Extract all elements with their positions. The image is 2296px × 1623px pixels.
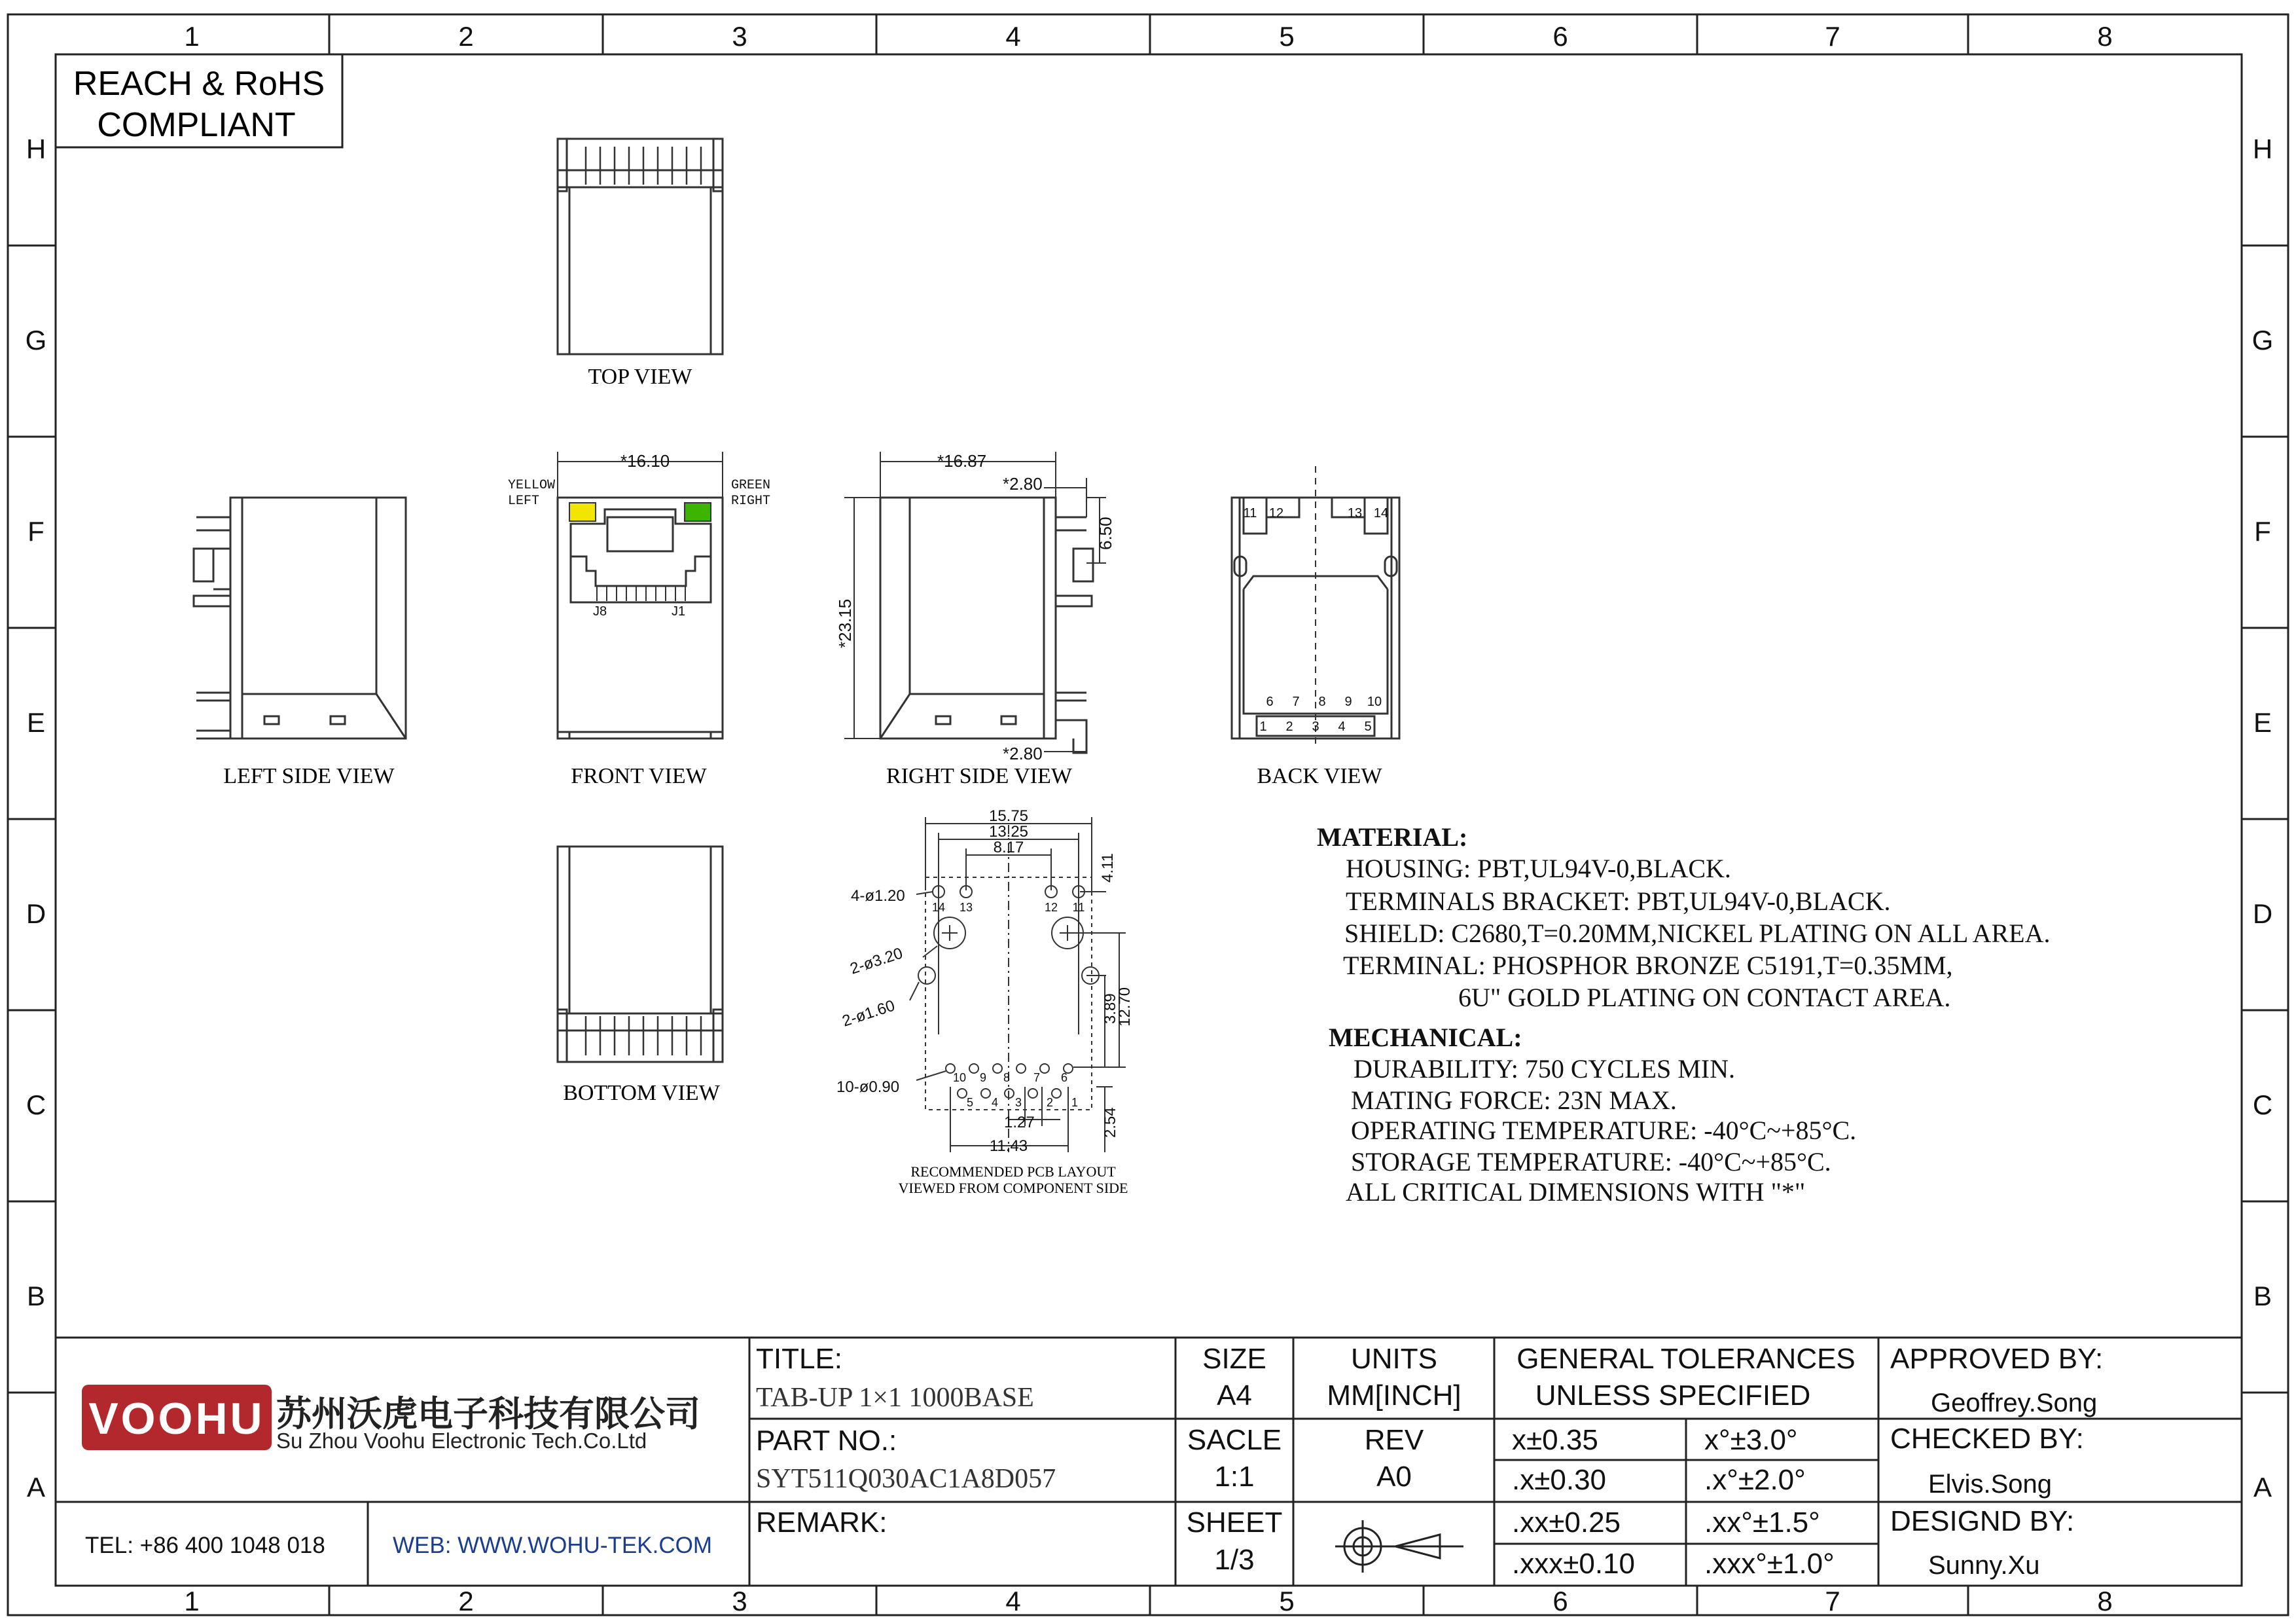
front-view-label: FRONT VIEW xyxy=(571,764,707,788)
pcb-dim-13-25: 13.25 xyxy=(988,823,1029,841)
pcb-pin-8: 8 xyxy=(1003,1071,1011,1084)
size-label: SIZE xyxy=(1202,1343,1266,1375)
back-pin-8: 8 xyxy=(1318,695,1326,709)
back-pin-5: 5 xyxy=(1364,720,1372,734)
col-label-5: 5 xyxy=(1279,21,1295,52)
pcb-dim-11-43: 11.43 xyxy=(989,1137,1028,1155)
col-label-4-bottom: 4 xyxy=(1005,1586,1021,1616)
compliance-box xyxy=(56,54,342,147)
pcb-pin-13: 13 xyxy=(959,901,973,914)
col-label-5-bottom: 5 xyxy=(1279,1586,1295,1616)
row-label-g-right: G xyxy=(2251,325,2274,356)
rev-value: A0 xyxy=(1376,1461,1412,1493)
pcb-pin-3: 3 xyxy=(1014,1096,1022,1109)
col-label-3-bottom: 3 xyxy=(732,1586,747,1616)
first-angle-projection-icon xyxy=(1335,1520,1463,1573)
back-pin-4: 4 xyxy=(1338,720,1346,734)
back-pin-1: 1 xyxy=(1259,720,1267,734)
rev-label: REV xyxy=(1364,1424,1424,1456)
pcb-pin-1: 1 xyxy=(1071,1096,1079,1109)
top-view-drawing xyxy=(558,139,723,354)
row-label-f: F xyxy=(27,516,45,547)
pcb-dim-3-89: 3.89 xyxy=(1102,993,1119,1024)
led-left-position-label: LEFT xyxy=(508,494,540,509)
top-view-label: TOP VIEW xyxy=(588,365,692,389)
back-pin-13: 13 xyxy=(1347,506,1363,520)
pcb-dim-4-11: 4.11 xyxy=(1099,853,1117,883)
tolerance-heading-2: UNLESS SPECIFIED xyxy=(1535,1379,1811,1412)
row-label-c: C xyxy=(26,1089,46,1120)
row-label-d: D xyxy=(26,898,46,929)
col-label-1-bottom: 1 xyxy=(184,1586,200,1616)
pin-j8-label: J8 xyxy=(593,604,607,619)
checked-by-value: Elvis.Song xyxy=(1928,1470,2052,1499)
units-value: MM[INCH] xyxy=(1327,1379,1462,1412)
back-pin-7: 7 xyxy=(1292,695,1300,709)
mechanical-line-3: OPERATING TEMPERATURE: -40°C~+85°C. xyxy=(1351,1116,1857,1145)
company-logo-text: VOOHU xyxy=(88,1394,265,1444)
row-label-b-right: B xyxy=(2253,1281,2272,1311)
mechanical-line-1: DURABILITY: 750 CYCLES MIN. xyxy=(1354,1054,1735,1084)
col-label-2-bottom: 2 xyxy=(458,1586,474,1616)
row-label-h-right: H xyxy=(2252,134,2273,164)
part-number-value: SYT511Q030AC1A8D057 xyxy=(756,1464,1056,1494)
bottom-view-label: BOTTOM VIEW xyxy=(563,1081,720,1105)
material-line-1: HOUSING: PBT,UL94V-0,BLACK. xyxy=(1346,854,1731,883)
pcb-pin-5: 5 xyxy=(966,1096,974,1109)
col-label-2: 2 xyxy=(458,21,474,52)
company-tel: TEL: +86 400 1048 018 xyxy=(85,1533,325,1558)
company-name-cn: 苏州沃虎电子科技有限公司 xyxy=(276,1393,700,1434)
front-view-drawing xyxy=(558,452,723,739)
title-value: TAB-UP 1×1 1000BASE xyxy=(756,1383,1034,1413)
col-label-7: 7 xyxy=(1825,21,1840,52)
left-side-view-label: LEFT SIDE VIEW xyxy=(223,764,395,788)
back-pin-6: 6 xyxy=(1266,695,1274,709)
column-ticks xyxy=(8,14,2288,1615)
pcb-hole-3-20: 2-ø3.20 xyxy=(848,944,905,978)
pcb-caption-1: RECOMMENDED PCB LAYOUT xyxy=(910,1163,1116,1180)
designed-by-label: DESIGND BY: xyxy=(1890,1505,2075,1537)
tolerance-row-1-linear: x±0.35 xyxy=(1512,1424,1598,1456)
tolerance-row-2-angular: .x°±2.0° xyxy=(1704,1464,1806,1496)
row-label-c-right: C xyxy=(2252,1089,2273,1120)
col-label-1: 1 xyxy=(184,21,200,52)
tolerance-heading-1: GENERAL TOLERANCES xyxy=(1516,1343,1856,1375)
pcb-dim-15-75: 15.75 xyxy=(988,807,1029,825)
col-label-3: 3 xyxy=(732,21,747,52)
mechanical-heading: MECHANICAL: xyxy=(1329,1023,1522,1052)
right-bottom-dim: *2.80 xyxy=(1003,744,1043,763)
pcb-pin-10: 10 xyxy=(952,1071,967,1084)
back-pin-9: 9 xyxy=(1344,695,1352,709)
led-green xyxy=(685,503,711,521)
pcb-hole-0-90: 10-ø0.90 xyxy=(836,1078,900,1096)
tolerance-row-3-angular: .xx°±1.5° xyxy=(1704,1506,1820,1539)
material-line-3: SHIELD: C2680,T=0.20MM,NICKEL PLATING ON ALL AREA. xyxy=(1344,919,2051,948)
col-label-8: 8 xyxy=(2097,21,2113,52)
company-name-en: Su Zhou Voohu Electronic Tech.Co.Ltd xyxy=(276,1429,647,1453)
row-label-d-right: D xyxy=(2252,898,2273,929)
checked-by-label: CHECKED BY: xyxy=(1890,1423,2084,1455)
row-label-f-right: F xyxy=(2254,516,2271,547)
right-side-view-drawing xyxy=(844,452,1106,753)
back-pin-12: 12 xyxy=(1268,506,1284,520)
pcb-pin-4: 4 xyxy=(991,1096,999,1109)
right-tab-dim: 6.50 xyxy=(1096,517,1115,550)
led-yellow xyxy=(569,503,596,521)
row-label-g: G xyxy=(25,325,47,356)
pcb-pin-7: 7 xyxy=(1033,1071,1041,1084)
outer-border xyxy=(8,14,2288,1615)
pcb-pin-11: 11 xyxy=(1072,901,1085,914)
mechanical-line-4: STORAGE TEMPERATURE: -40°C~+85°C. xyxy=(1351,1147,1831,1176)
part-number-label: PART NO.: xyxy=(756,1425,897,1457)
pcb-dim-1-27: 1.27 xyxy=(1004,1114,1035,1131)
col-label-6-bottom: 6 xyxy=(1552,1586,1568,1616)
pcb-dim-12-70: 12.70 xyxy=(1116,987,1134,1027)
scale-label: SACLE xyxy=(1187,1424,1282,1456)
size-value: A4 xyxy=(1217,1379,1252,1412)
back-pin-2: 2 xyxy=(1285,720,1293,734)
col-label-7-bottom: 7 xyxy=(1825,1586,1840,1616)
tolerance-row-1-angular: x°±3.0° xyxy=(1704,1424,1798,1456)
material-line-2: TERMINALS BRACKET: PBT,UL94V-0,BLACK. xyxy=(1346,886,1891,916)
remark-label: REMARK: xyxy=(756,1506,888,1539)
tolerance-row-4-linear: .xxx±0.10 xyxy=(1512,1548,1636,1580)
units-label: UNITS xyxy=(1351,1343,1437,1375)
right-width-dim: *16.87 xyxy=(937,451,987,471)
material-line-5: 6U" GOLD PLATING ON CONTACT AREA. xyxy=(1458,983,1951,1012)
pcb-pin-9: 9 xyxy=(979,1071,987,1084)
col-label-6: 6 xyxy=(1552,21,1568,52)
led-left-color-label: YELLOW xyxy=(508,478,556,493)
pin-j1-label: J1 xyxy=(672,604,686,619)
compliance-line2: COMPLIANT xyxy=(97,106,296,144)
pcb-dim-2-54: 2.54 xyxy=(1102,1107,1119,1138)
row-label-a: A xyxy=(26,1472,46,1503)
company-web: WEB: WWW.WOHU-TEK.COM xyxy=(393,1533,712,1558)
col-label-8-bottom: 8 xyxy=(2097,1586,2113,1616)
right-top-dim: *2.80 xyxy=(1003,474,1043,494)
right-height-dim: *23.15 xyxy=(835,598,855,648)
right-side-view-label: RIGHT SIDE VIEW xyxy=(886,764,1072,788)
row-label-e-right: E xyxy=(2253,707,2272,738)
title-label: TITLE: xyxy=(756,1343,843,1375)
row-label-e: E xyxy=(26,707,46,738)
material-line-4: TERMINAL: PHOSPHOR BRONZE C5191,T=0.35MM, xyxy=(1343,951,1953,980)
pcb-hole-1-60: 2-ø1.60 xyxy=(840,996,897,1030)
back-pin-10: 10 xyxy=(1367,695,1382,709)
sheet-label: SHEET xyxy=(1186,1506,1283,1539)
pcb-caption-2: VIEWED FROM COMPONENT SIDE xyxy=(898,1180,1128,1196)
row-label-h: H xyxy=(26,134,46,164)
scale-value: 1:1 xyxy=(1214,1461,1255,1493)
row-label-b: B xyxy=(26,1281,46,1311)
back-pin-14: 14 xyxy=(1373,506,1389,520)
pcb-hole-1-20: 4-ø1.20 xyxy=(851,887,905,905)
back-pin-3: 3 xyxy=(1312,720,1319,734)
pcb-pin-12: 12 xyxy=(1044,901,1058,914)
sheet-value: 1/3 xyxy=(1214,1544,1255,1576)
pcb-pin-14: 14 xyxy=(931,901,946,914)
front-width-dim: *16.10 xyxy=(620,451,670,471)
pcb-dim-8-17: 8.17 xyxy=(993,839,1024,856)
approved-by-value: Geoffrey.Song xyxy=(1931,1389,2098,1417)
pcb-pin-6: 6 xyxy=(1060,1071,1068,1084)
tolerance-row-4-angular: .xxx°±1.0° xyxy=(1704,1548,1835,1580)
led-right-position-label: RIGHT xyxy=(731,494,771,509)
bottom-view-drawing xyxy=(558,847,723,1062)
mechanical-line-2: MATING FORCE: 23N MAX. xyxy=(1351,1085,1677,1115)
mechanical-line-5: ALL CRITICAL DIMENSIONS WITH "*" xyxy=(1346,1177,1806,1207)
tolerance-row-3-linear: .xx±0.25 xyxy=(1512,1506,1621,1539)
pcb-pin-2: 2 xyxy=(1046,1096,1054,1109)
approved-by-label: APPROVED BY: xyxy=(1890,1343,2104,1375)
row-label-a-right: A xyxy=(2253,1472,2272,1503)
col-label-4: 4 xyxy=(1005,21,1021,52)
compliance-line1: REACH & RoHS xyxy=(73,65,325,103)
back-view-label: BACK VIEW xyxy=(1257,764,1382,788)
tolerance-row-2-linear: .x±0.30 xyxy=(1512,1464,1607,1496)
led-right-color-label: GREEN xyxy=(731,478,771,493)
left-side-view-drawing xyxy=(194,498,406,739)
designed-by-value: Sunny.Xu xyxy=(1928,1551,2040,1580)
back-pin-11: 11 xyxy=(1243,506,1257,520)
material-heading: MATERIAL: xyxy=(1317,822,1468,852)
